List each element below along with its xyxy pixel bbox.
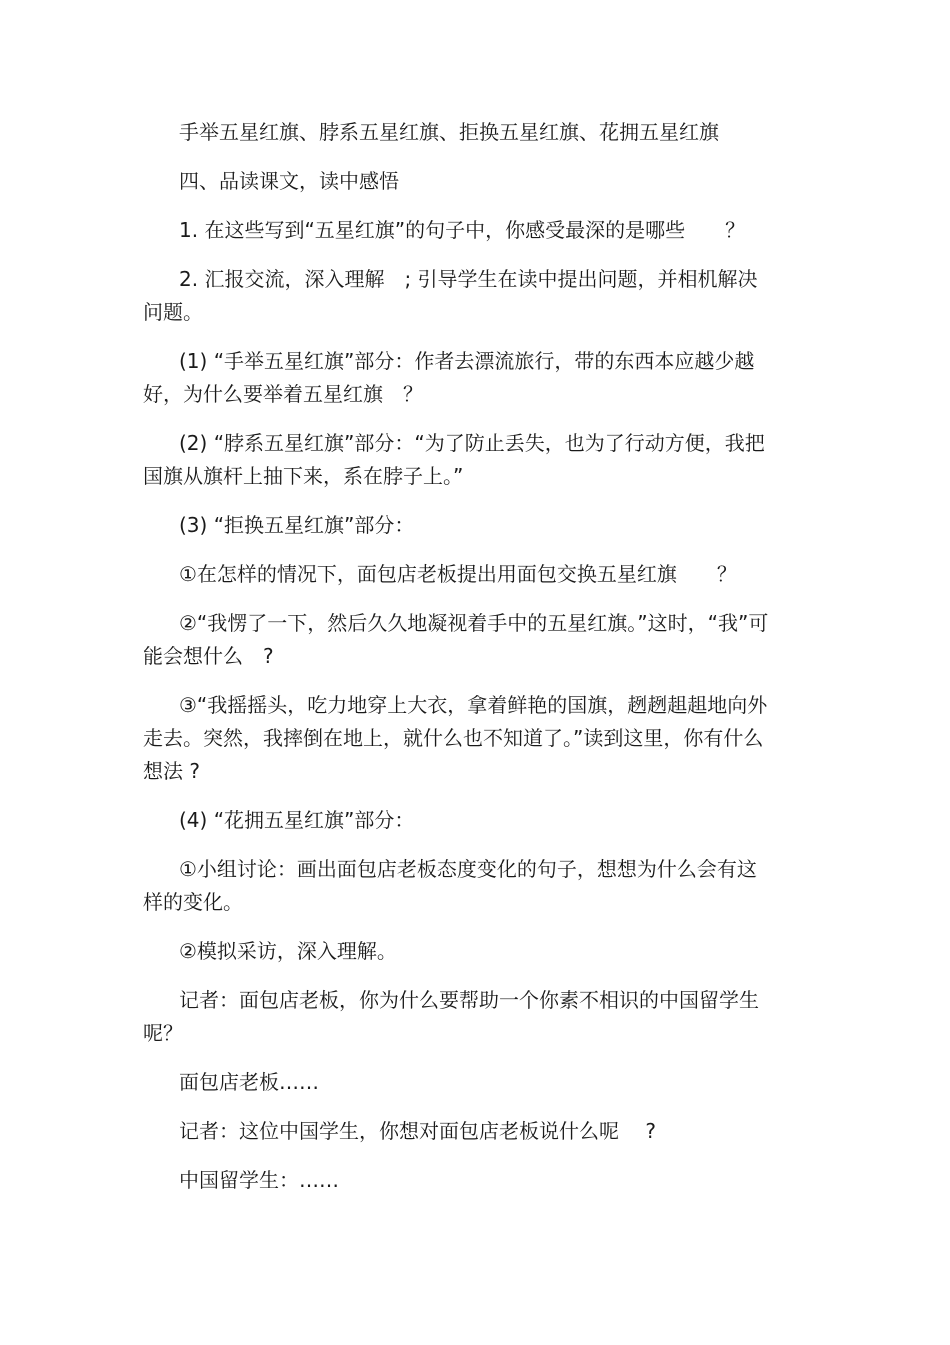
document-body	[143, 116, 773, 1213]
part-4-item-2: ②模拟采访，深入理解。	[179, 939, 397, 963]
question-1: 1. 在这些写到“五星红旗”的句子中，你感受最深的是哪些 ？	[179, 218, 746, 242]
interview-reporter-question-2: 记者：这位中国学生，你想对面包店老板说什么呢 ?	[179, 1119, 656, 1143]
part-3-refuse-exchange: (3) “拒换五星红旗”部分：	[179, 513, 415, 537]
part-3-item-3: ③“我摇摇头，吃力地穿上大衣，拿着鲜艳的国旗，趔趔趄趄地向外走去。突然，我摔倒在地上，就什么也不知道了。”读到这里，你有什么想法 ?	[143, 693, 768, 783]
interview-baker-answer: 面包店老板……	[179, 1070, 319, 1094]
part-4-flowers-flag: (4) “花拥五星红旗”部分：	[179, 808, 415, 832]
interview-reporter-question-1: 记者：面包店老板，你为什么要帮助一个你素不相识的中国留学生呢？	[143, 988, 759, 1045]
interview-student-answer: 中国留学生：……	[179, 1168, 339, 1192]
part-3-item-2: ②“我愣了一下，然后久久地凝视着手中的五星红旗。”这时，“我”可能会想什么 ?	[143, 611, 769, 668]
part-4-item-1: ①小组讨论：画出面包店老板态度变化的句子，想想为什么会有这样的变化。	[143, 857, 757, 914]
part-1-hand-flag: (1) “手举五星红旗”部分：作者去漂流旅行，带的东西本应越少越好，为什么要举着五星红旗 ？	[143, 349, 755, 406]
section-heading-four: 四、品读课文，读中感悟	[179, 169, 399, 193]
question-2: 2. 汇报交流，深入理解 ; 引导学生在读中提出问题，并相机解决问题。	[143, 267, 758, 324]
paragraph-flag-actions: 手举五星红旗、脖系五星红旗、拒换五星红旗、花拥五星红旗	[179, 120, 719, 144]
part-3-item-1: ①在怎样的情况下，面包店老板提出用面包交换五星红旗 ？	[179, 562, 737, 586]
part-2-neck-flag: (2) “脖系五星红旗”部分：“为了防止丢失，也为了行动方便，我把国旗从旗杆上抽下来，系在脖子上。”	[143, 431, 765, 488]
